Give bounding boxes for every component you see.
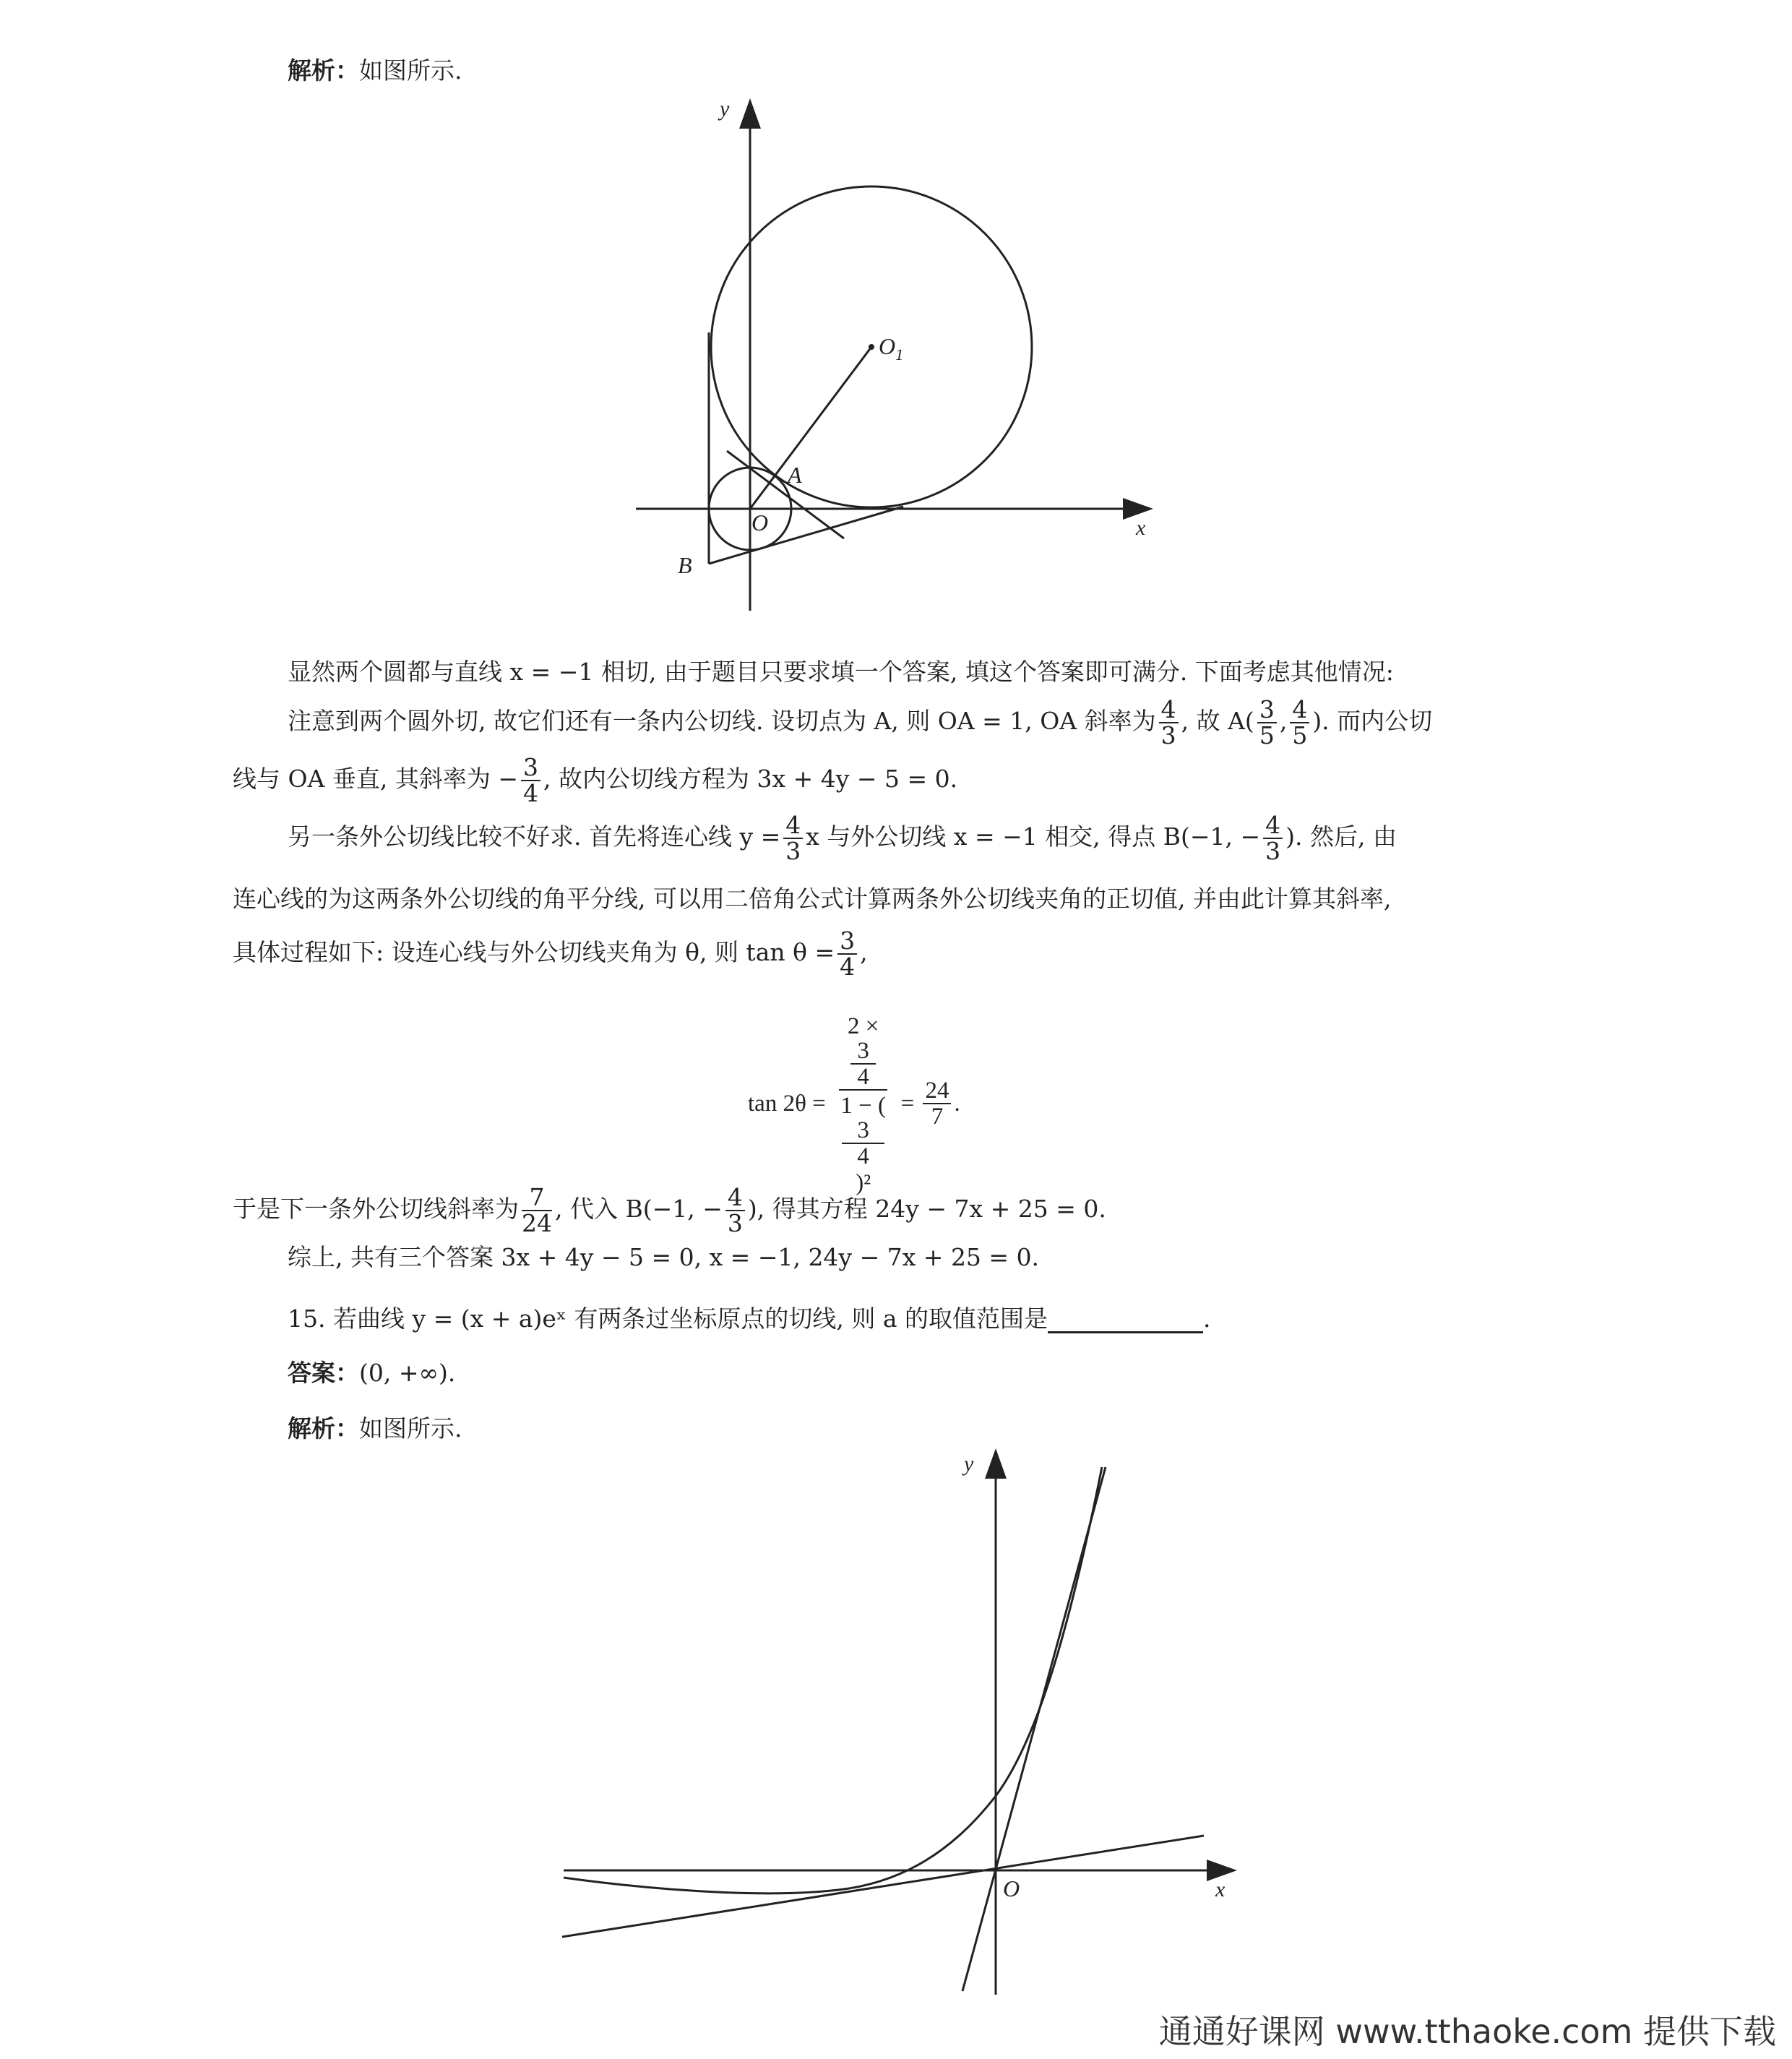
summary: 综上, 共有三个答案 3x + 4y − 5 = 0, x = −1, 24y − 7x + 25 = 0. <box>288 1243 1040 1271</box>
paragraph-2-line-2: 线与 OA 垂直, 其斜率为 − $\frac{3}{4}$ , 故内公切线方程为 3x + 4y − 5 = 0. <box>233 753 958 807</box>
outer-tangent <box>709 507 903 564</box>
paragraph-3-line-3: 具体过程如下: 设连心线与外公切线夹角为 θ, 则 tan θ = $\frac{3}{4}$ , <box>233 927 868 981</box>
analysis-label-2: 解析： <box>288 1414 359 1443</box>
inner-tangent <box>727 451 844 538</box>
point-o1 <box>869 344 874 350</box>
fig1-label-a: A <box>788 462 802 488</box>
paragraph-2-line-1: 注意到两个圆外切, 故它们还有一条内公切线. 设切点为 A, 则 OA = 1, OA 斜率为 $\frac{4}{3}$ , 故 A( $\frac{3}{5}$ , $\frac{4}{5}$ ). 而内公切 <box>288 695 1433 749</box>
formula-tan2theta: tan 2θ = 2 × 3 4 1 − ( 3 4 )² = $\frac{24}{7}$ . <box>748 1012 960 1195</box>
fig1-label-y: y <box>720 97 730 121</box>
tangent-steep <box>962 1467 1106 1991</box>
paragraph-4: 于是下一条外公切线斜率为 $\frac{7}{24}$ , 代入 B(−1, − $\frac{4}{3}$ ), 得其方程 24y − 7x + 25 = 0. <box>233 1183 1106 1237</box>
fig2-label-o: O <box>1003 1875 1020 1901</box>
footer-watermark: 通通好课网 www.tthaoke.com 提供下载 <box>1158 2012 1776 2051</box>
answer-blank[interactable] <box>1048 1310 1203 1333</box>
fig1-label-b: B <box>678 552 692 578</box>
analysis-heading <box>288 56 462 85</box>
analysis-text-2: 如图所示. <box>359 1414 462 1443</box>
paragraph-1: 显然两个圆都与直线 x = −1 相切, 由于题目只要求填一个答案, 填这个答案即可满分. 下面考虑其他情况: <box>288 658 1394 686</box>
fig2-label-x: x <box>1215 1878 1225 1901</box>
paragraph-3-line-1: 另一条外公切线比较不好求. 首先将连心线 y = $\frac{4}{3}$ x 与外公切线 x = −1 相交, 得点 B(−1, − $\frac{4}{3}$ ). 然后, 由 <box>288 811 1397 865</box>
question-15: 15. 若曲线 y = (x + a)eˣ 有两条过坐标原点的切线, 则 a 的取值范围是 . <box>288 1304 1211 1333</box>
analysis-text: 如图所示. <box>359 56 462 85</box>
fig2-label-y: y <box>964 1452 974 1476</box>
fig1-label-o1: $O_1$ <box>879 333 904 364</box>
answer-label: 答案： <box>288 1359 359 1387</box>
figure-exponential <box>556 1445 1250 2009</box>
curve <box>564 1467 1102 1893</box>
fig1-label-x: x <box>1136 516 1146 540</box>
tangent-shallow <box>562 1836 1204 1937</box>
center-line <box>750 347 871 509</box>
answer-value: (0, +∞). <box>359 1359 456 1387</box>
paragraph-3-line-2: 连心线的为这两条外公切线的角平分线, 可以用二倍角公式计算两条外公切线夹角的正切值, 并由此计算其斜率, <box>233 885 1392 913</box>
answer-line <box>288 1359 455 1388</box>
analysis-heading-2 <box>288 1414 462 1443</box>
analysis-label: 解析： <box>288 56 359 85</box>
fig1-label-o: O <box>751 510 769 536</box>
figure-circles <box>629 94 1163 614</box>
